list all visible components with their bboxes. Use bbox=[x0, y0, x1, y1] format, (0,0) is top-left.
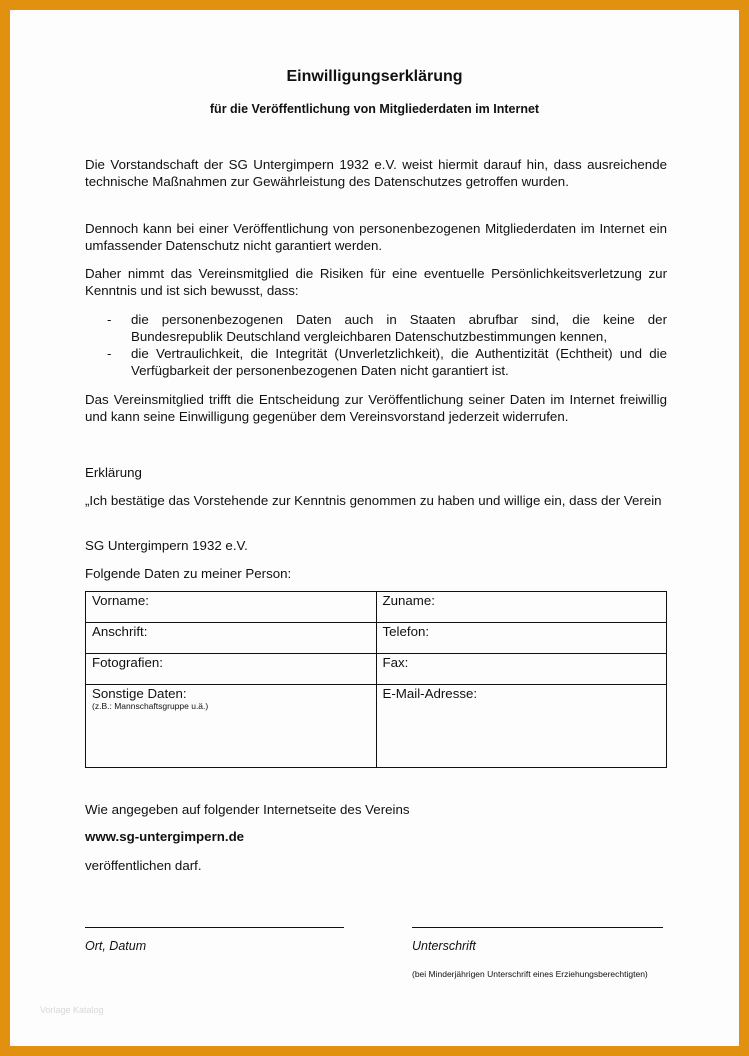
personal-data-table bbox=[85, 591, 667, 768]
unterschrift-label: Unterschrift bbox=[412, 939, 476, 953]
verein-name: SG Untergimpern 1932 e.V. bbox=[85, 538, 248, 553]
ort-datum-line[interactable] bbox=[85, 927, 344, 928]
guardian-note: (bei Minderjährigen Unterschrift eines Erziehungsberechtigten) bbox=[412, 969, 648, 979]
sonstige-daten-hint: (z.B.: Mannschaftsgruppe u.ä.) bbox=[92, 701, 209, 711]
paragraph-risiken: Daher nimmt das Vereinsmitglied die Risiken für eine eventuelle Persönlichkeitsverletzung zur Kenntnis und ist sich bewusst, dass: bbox=[85, 266, 667, 298]
paragraph-datenschutz-massnahmen: Die Vorstandschaft der SG Untergimpern 1932 e.V. weist hiermit darauf hin, dass ausreichende technische Maßnahmen zur Gewährleistung des Datenschutzes getroffen wurden. bbox=[85, 157, 667, 189]
fax-field[interactable]: Fax: bbox=[376, 654, 667, 685]
sonstige-daten-label: Sonstige Daten: bbox=[92, 686, 187, 701]
telefon-field[interactable]: Telefon: bbox=[376, 623, 667, 654]
bullet-text: die Vertraulichkeit, die Integrität (Unverletzlichkeit), die Authentizität (Echtheit) und die Verfügbarkeit der personenbezogenen Daten nicht garantiert ist. bbox=[131, 346, 667, 378]
veroeffentlichen-text: veröffentlichen darf. bbox=[85, 858, 202, 873]
watermark: Vorlage Katalog bbox=[40, 1005, 104, 1015]
ort-datum-label: Ort, Datum bbox=[85, 939, 147, 953]
document-page bbox=[10, 10, 739, 1046]
bullet-marker: - bbox=[107, 346, 112, 361]
anschrift-field[interactable]: Anschrift: bbox=[86, 623, 377, 654]
erklaerung-heading: Erklärung bbox=[85, 465, 142, 480]
erklaerung-text: „Ich bestätige das Vorstehende zur Kenntnis genommen zu haben und willige ein, dass der Verein bbox=[85, 493, 662, 508]
daten-intro: Folgende Daten zu meiner Person: bbox=[85, 566, 292, 581]
table-row bbox=[86, 654, 667, 685]
email-field[interactable]: E-Mail-Adresse: bbox=[376, 685, 667, 768]
vorname-field[interactable]: Vorname: bbox=[86, 592, 377, 623]
bullet-item bbox=[85, 311, 667, 345]
sonstige-daten-field[interactable] bbox=[86, 685, 377, 768]
bullet-item bbox=[85, 345, 667, 379]
table-row bbox=[86, 592, 667, 623]
paragraph-kein-umfassender-datenschutz: Dennoch kann bei einer Veröffentlichung von personenbezogenen Mitgliederdaten im Internet ein umfassender Datenschutz nicht garantiert werden. bbox=[85, 221, 667, 253]
website-url: www.sg-untergimpern.de bbox=[85, 829, 245, 844]
zuname-field[interactable]: Zuname: bbox=[376, 592, 667, 623]
document-title: Einwilligungserklärung bbox=[286, 68, 463, 85]
document-subtitle: für die Veröffentlichung von Mitgliederdaten im Internet bbox=[209, 102, 540, 116]
bullet-marker: - bbox=[107, 312, 112, 327]
paragraph-entscheidung: Das Vereinsmitglied trifft die Entscheidung zur Veröffentlichung seiner Daten im Internet freiwillig und kann seine Einwilligung gegenüber dem Vereinsvorstand jederzeit widerrufen. bbox=[85, 392, 667, 424]
wie-angegeben-text: Wie angegeben auf folgender Internetseite des Vereins bbox=[85, 802, 410, 817]
table-row bbox=[86, 685, 667, 768]
signature-line[interactable] bbox=[412, 927, 663, 928]
fotografien-field[interactable]: Fotografien: bbox=[86, 654, 377, 685]
bullet-text: die personenbezogenen Daten auch in Staaten abrufbar sind, die keine der Bundesrepublik Deutschland vergleichbaren Datenschutzbestimmungen kennen, bbox=[131, 312, 667, 344]
table-row bbox=[86, 623, 667, 654]
